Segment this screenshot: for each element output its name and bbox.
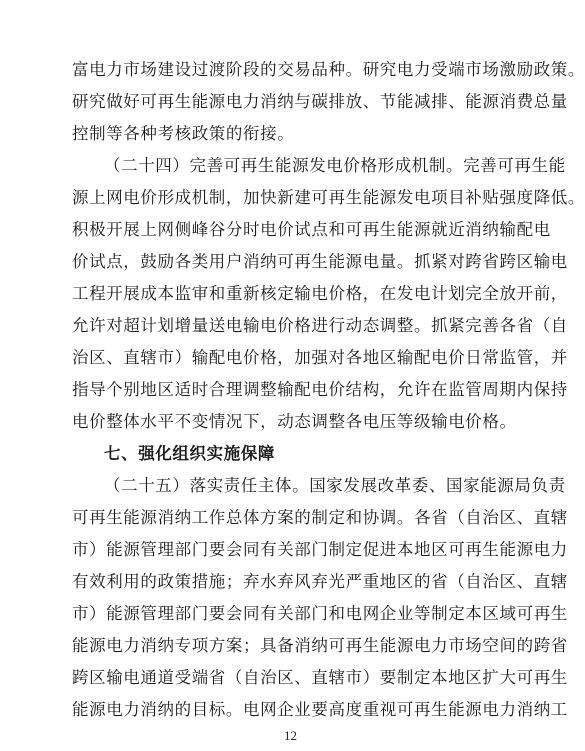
paragraph-line: 工程开展成本监审和重新核定输电价格，在发电计划完全放开前， <box>72 284 568 303</box>
paragraph-line: 能源电力消纳的目标。电网企业要高度重视可再生能源电力消纳工 <box>72 700 568 719</box>
page-number: 12 <box>284 728 297 743</box>
paragraph-line: 可再生能源消纳工作总体方案的制定和协调。各省（自治区、直辖 <box>72 508 568 527</box>
paragraph-line: 积极开展上网侧峰谷分时电价试点和可再生能源就近消纳输配电 <box>72 220 551 239</box>
paragraph-line: 跨区输电通道受端省（自治区、直辖市）要制定本地区扩大可再生 <box>72 668 568 687</box>
paragraph-line: 研究做好可再生能源电力消纳与碳排放、节能减排、能源消费总量 <box>72 92 568 111</box>
paragraph-line: 市）能源管理部门要会同有关部门和电网企业等制定本区域可再生 <box>72 604 568 623</box>
paragraph-line: （二十四）完善可再生能源发电价格形成机制。完善可再生能 <box>104 156 566 175</box>
paragraph-line: 富电力市场建设过渡阶段的交易品种。研究电力受端市场激励政策。 <box>72 60 585 79</box>
paragraph-line: 价试点，鼓励各类用户消纳可再生能源电量。抓紧对跨省跨区输电 <box>72 252 568 271</box>
paragraph-line: 电价整体水平不变情况下，动态调整各电压等级输电价格。 <box>72 412 517 431</box>
paragraph-line: 有效利用的政策措施；弃水弃风弃光严重地区的省（自治区、直辖 <box>72 572 568 591</box>
paragraph-line: 控制等各种考核政策的衔接。 <box>72 124 295 143</box>
paragraph-line: （二十五）落实责任主体。国家发展改革委、国家能源局负责 <box>104 476 566 495</box>
paragraph-line: 能源电力消纳专项方案；具备消纳可再生能源电力市场空间的跨省 <box>72 636 568 655</box>
paragraph-line: 指导个别地区适时合理调整输配电价结构，允许在监管周期内保持 <box>72 380 568 399</box>
paragraph-line: 治区、直辖市）输配电价格，加强对各地区输配电价日常监管，并 <box>72 348 568 367</box>
paragraph-line: 源上网电价形成机制，加快新建可再生能源发电项目补贴强度降低。 <box>72 188 585 207</box>
section-heading: 七、强化组织实施保障 <box>104 444 275 463</box>
paragraph-line: 允许对超计划增量送电输电价格进行动态调整。抓紧完善各省（自 <box>72 316 568 335</box>
paragraph-line: 市）能源管理部门要会同有关部门制定促进本地区可再生能源电力 <box>72 540 568 559</box>
